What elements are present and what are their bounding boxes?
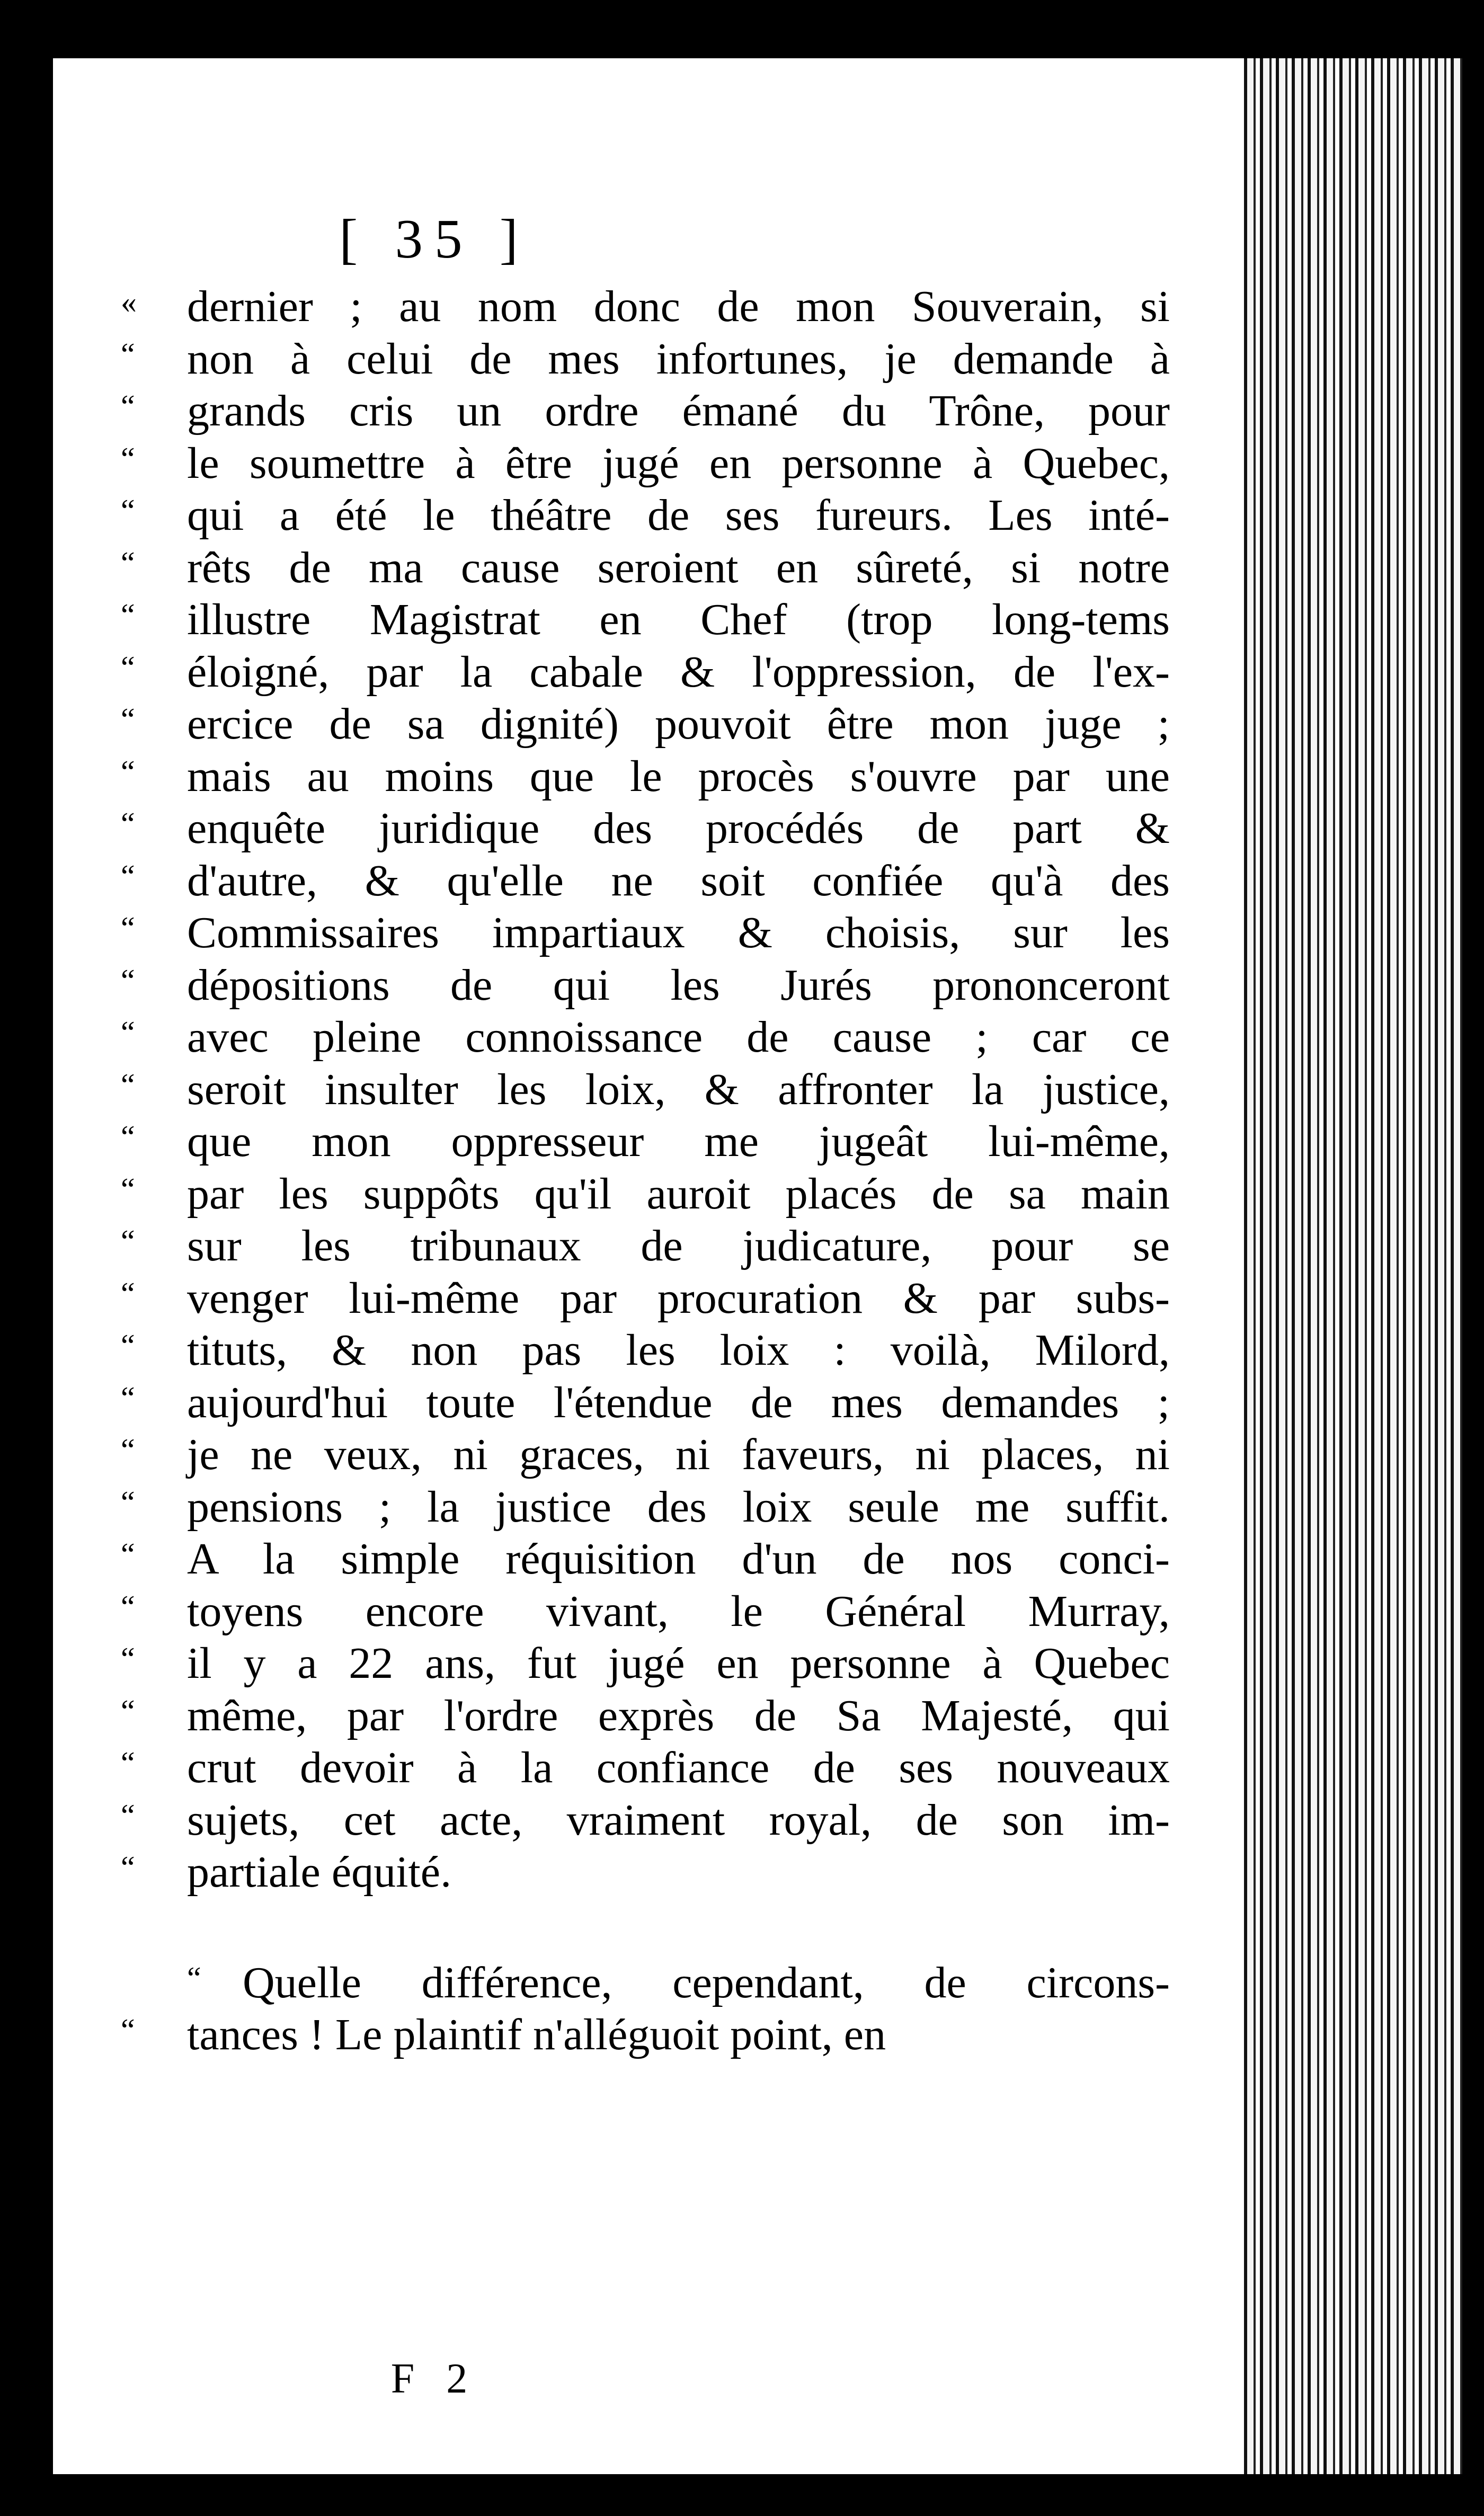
text-line	[121, 1116, 1170, 1168]
text-line	[121, 1273, 1170, 1325]
quote-mark: “	[121, 1328, 135, 1363]
line-text: crut devoir à la confiance de ses nouveaux	[187, 1743, 1170, 1792]
quote-mark: “	[121, 1015, 135, 1050]
line-text: que mon oppresseur me jugeât lui-même,	[187, 1117, 1170, 1166]
line-text: ercice de sa dignité) pouvoit être mon juge ;	[187, 699, 1170, 749]
quote-mark: “	[121, 754, 135, 789]
line-text: illustre Magistrat en Chef (trop long-tems	[187, 595, 1170, 644]
line-text: d'autre, & qu'elle ne soit confiée qu'à des	[187, 856, 1170, 905]
line-text: venger lui-même par procuration & par subs-	[187, 1273, 1170, 1323]
body-text	[121, 281, 1170, 2061]
text-line	[121, 1011, 1170, 1064]
quote-mark: “	[121, 1850, 135, 1885]
line-text: sur les tribunaux de judicature, pour se	[187, 1221, 1170, 1270]
text-line	[121, 751, 1170, 803]
line-text: qui a été le théâtre de ses fureurs. Les inté-	[187, 491, 1170, 540]
quote-mark: “	[121, 545, 135, 581]
text-line	[121, 281, 1170, 333]
text-line	[121, 542, 1170, 594]
line-text: Commissaires impartiaux & choisis, sur les	[187, 908, 1170, 957]
paragraph-gap	[121, 1899, 1170, 1957]
line-text: enquête juridique des procédés de part &	[187, 804, 1170, 853]
quote-mark: “	[121, 1380, 135, 1416]
text-line	[121, 907, 1170, 959]
line-text: sujets, cet acte, vraiment royal, de son im-	[187, 1795, 1170, 1845]
line-text: tituts, & non pas les loix : voilà, Milord,	[187, 1326, 1170, 1375]
text-line	[121, 594, 1170, 646]
text-line	[121, 1377, 1170, 1429]
quote-mark: “	[121, 858, 135, 894]
quote-mark: “	[187, 1960, 201, 1996]
text-line	[121, 1168, 1170, 1221]
text-line	[121, 855, 1170, 908]
line-text: il y a 22 ans, fut jugé en personne à Quebec	[187, 1639, 1170, 1688]
text-line	[121, 1064, 1170, 1116]
line-text: mais au moins que le procès s'ouvre par une	[187, 751, 1170, 801]
text-line	[121, 2009, 1170, 2061]
quote-mark: “	[121, 1171, 135, 1207]
line-text: A la simple réquisition d'un de nos conci-	[187, 1534, 1170, 1584]
quote-mark: “	[121, 336, 135, 372]
line-text: je ne veux, ni graces, ni faveurs, ni places, ni	[187, 1430, 1170, 1479]
line-text: éloigné, par la cabale & l'oppression, de l'ex-	[187, 647, 1170, 697]
quote-mark: “	[121, 1798, 135, 1833]
text-line	[121, 1794, 1170, 1847]
line-text: non à celui de mes infortunes, je demande à	[187, 334, 1170, 384]
text-line	[121, 438, 1170, 490]
text-line	[121, 1957, 1170, 2010]
line-text: seroit insulter les loix, & affronter la justice,	[187, 1064, 1170, 1114]
quote-mark: «	[121, 285, 137, 319]
quote-mark: “	[121, 441, 135, 476]
quote-mark: “	[121, 1067, 135, 1103]
text-line	[121, 1429, 1170, 1481]
line-text: Quelle différence, cependant, de circons-	[243, 1958, 1170, 2007]
quote-mark: “	[121, 1224, 135, 1259]
text-line	[121, 646, 1170, 699]
line-text: aujourd'hui toute l'étendue de mes demandes ;	[187, 1377, 1170, 1427]
text-line	[121, 1481, 1170, 1534]
quote-mark: “	[121, 702, 135, 737]
line-text: dépositions de qui les Jurés prononceront	[187, 960, 1170, 1010]
quote-mark: “	[121, 1119, 135, 1154]
quote-mark: “	[121, 650, 135, 685]
line-text: partiale équité.	[187, 1847, 452, 1897]
text-line	[121, 1846, 1170, 1899]
line-text: tances ! Le plaintif n'alléguoit point, en	[187, 2010, 886, 2059]
quote-mark: “	[121, 1276, 135, 1311]
line-text: même, par l'ordre exprès de Sa Majesté, qui	[187, 1691, 1170, 1740]
line-text: grands cris un ordre émané du Trône, pour	[187, 386, 1170, 435]
quote-mark: “	[121, 911, 135, 946]
quote-mark: “	[121, 1641, 135, 1676]
text-line	[121, 959, 1170, 1012]
text-line	[121, 333, 1170, 386]
line-text: dernier ; au nom donc de mon Souverain, si	[187, 282, 1170, 331]
quote-mark: “	[121, 963, 135, 998]
text-line	[121, 490, 1170, 542]
text-line	[121, 385, 1170, 438]
quote-mark: “	[121, 598, 135, 633]
text-line	[121, 1533, 1170, 1586]
text-line	[121, 803, 1170, 855]
quote-mark: “	[121, 1746, 135, 1781]
text-line	[121, 1220, 1170, 1273]
quote-mark: “	[121, 1693, 135, 1729]
text-line	[121, 1742, 1170, 1794]
paragraph-2	[121, 1957, 1170, 2061]
quote-mark: “	[121, 1589, 135, 1624]
quote-mark: “	[121, 1484, 135, 1520]
line-text: avec pleine connoissance de cause ; car ce	[187, 1012, 1170, 1062]
line-text: par les suppôts qu'il auroit placés de sa main	[187, 1169, 1170, 1219]
text-line	[121, 698, 1170, 751]
text-line	[121, 1690, 1170, 1742]
text-line	[121, 1324, 1170, 1377]
signature-mark: F 2	[390, 2355, 478, 2402]
line-text: pensions ; la justice des loix seule me suffit.	[187, 1482, 1170, 1532]
line-text: toyens encore vivant, le Général Murray,	[187, 1586, 1170, 1636]
page-edge-stack	[1240, 58, 1462, 2474]
quote-mark: “	[121, 1433, 135, 1468]
quote-mark: “	[121, 806, 135, 841]
text-line	[121, 1586, 1170, 1638]
paragraph-1	[121, 281, 1170, 1899]
line-text: le soumettre à être jugé en personne à Quebec,	[187, 438, 1170, 488]
text-line	[121, 1638, 1170, 1690]
page-number: [ 35 ]	[339, 208, 530, 270]
book-page	[53, 58, 1240, 2474]
quote-mark: “	[121, 1537, 135, 1572]
line-text: rêts de ma cause seroient en sûreté, si notre	[187, 543, 1170, 592]
quote-mark: “	[121, 389, 135, 424]
quote-mark: “	[121, 493, 135, 528]
quote-mark: “	[121, 2013, 135, 2048]
